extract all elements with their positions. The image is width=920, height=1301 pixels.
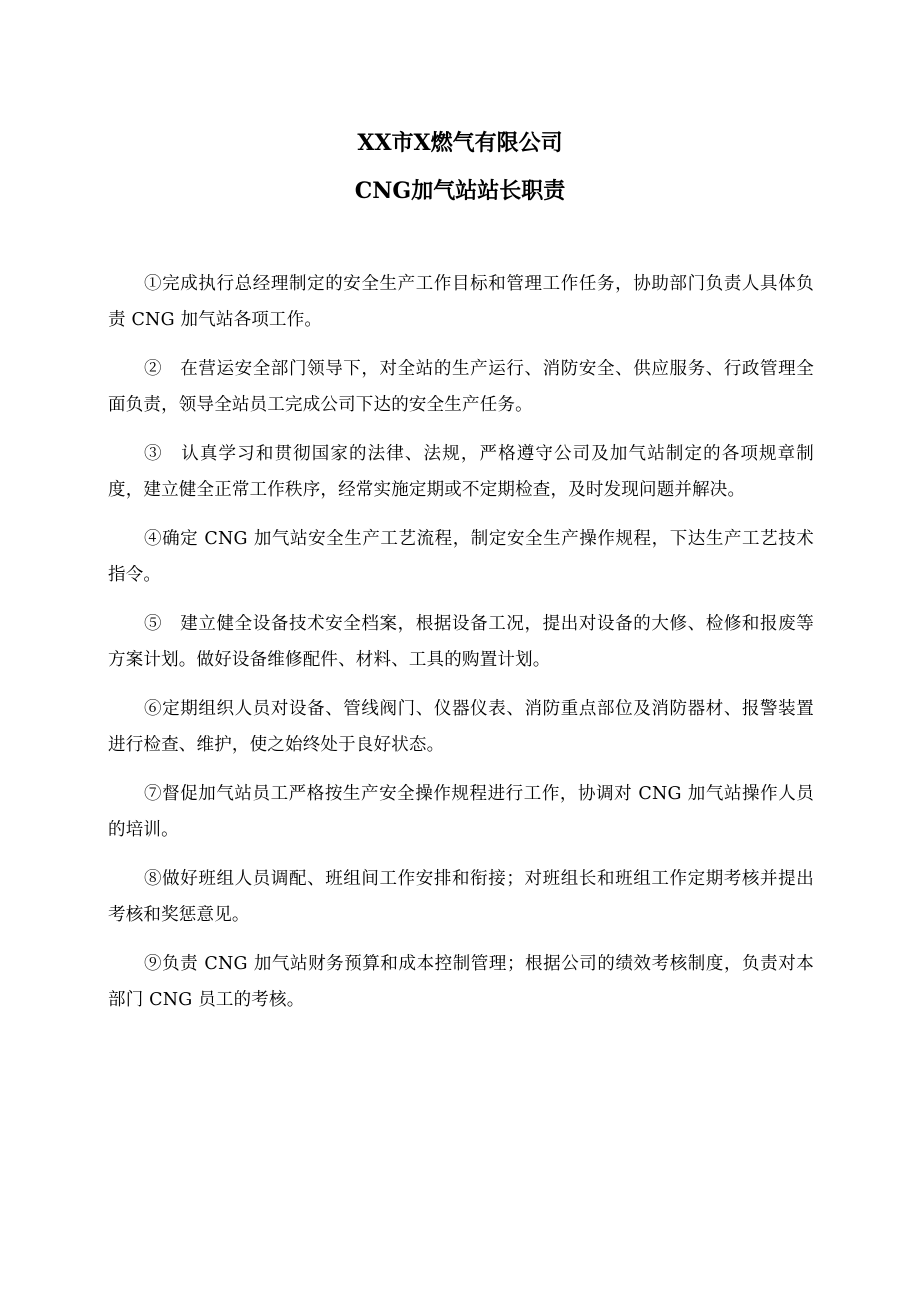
- duty-paragraph-8: ⑧做好班组人员调配、班组间工作安排和衔接；对班组长和班组工作定期考核并提出考核和奖惩意见。: [108, 869, 814, 925]
- duty-paragraph-7: ⑦督促加气站员工严格按生产安全操作规程进行工作，协调对 CNG 加气站操作人员的培训。: [108, 784, 814, 840]
- duty-paragraph-3: ③ 认真学习和贯彻国家的法律、法规，严格遵守公司及加气站制定的各项规章制度，建立健全正常工作秩序，经常实施定期或不定期检查，及时发现问题并解决。: [108, 444, 814, 500]
- duty-list: [108, 266, 814, 1031]
- duty-paragraph-5: ⑤ 建立健全设备技术安全档案，根据设备工况，提出对设备的大修、检修和报废等方案计划。做好设备维修配件、材料、工具的购置计划。: [108, 614, 814, 670]
- duty-paragraph-2: ② 在营运安全部门领导下，对全站的生产运行、消防安全、供应服务、行政管理全面负责，领导全站员工完成公司下达的安全生产任务。: [108, 359, 814, 415]
- duty-paragraph-6: ⑥定期组织人员对设备、管线阀门、仪器仪表、消防重点部位及消防器材、报警装置进行检查、维护，使之始终处于良好状态。: [108, 699, 814, 755]
- document-title: CNG加气站站长职责: [354, 178, 566, 204]
- company-title: XX市X燃气有限公司: [357, 130, 563, 156]
- duty-paragraph-1: ①完成执行总经理制定的安全生产工作目标和管理工作任务，协助部门负责人具体负责 CNG 加气站各项工作。: [108, 274, 814, 330]
- duty-paragraph-9: ⑨负责 CNG 加气站财务预算和成本控制管理；根据公司的绩效考核制度，负责对本部门 CNG 员工的考核。: [108, 954, 814, 1010]
- duty-paragraph-4: ④确定 CNG 加气站安全生产工艺流程，制定安全生产操作规程，下达生产工艺技术指令。: [108, 529, 814, 585]
